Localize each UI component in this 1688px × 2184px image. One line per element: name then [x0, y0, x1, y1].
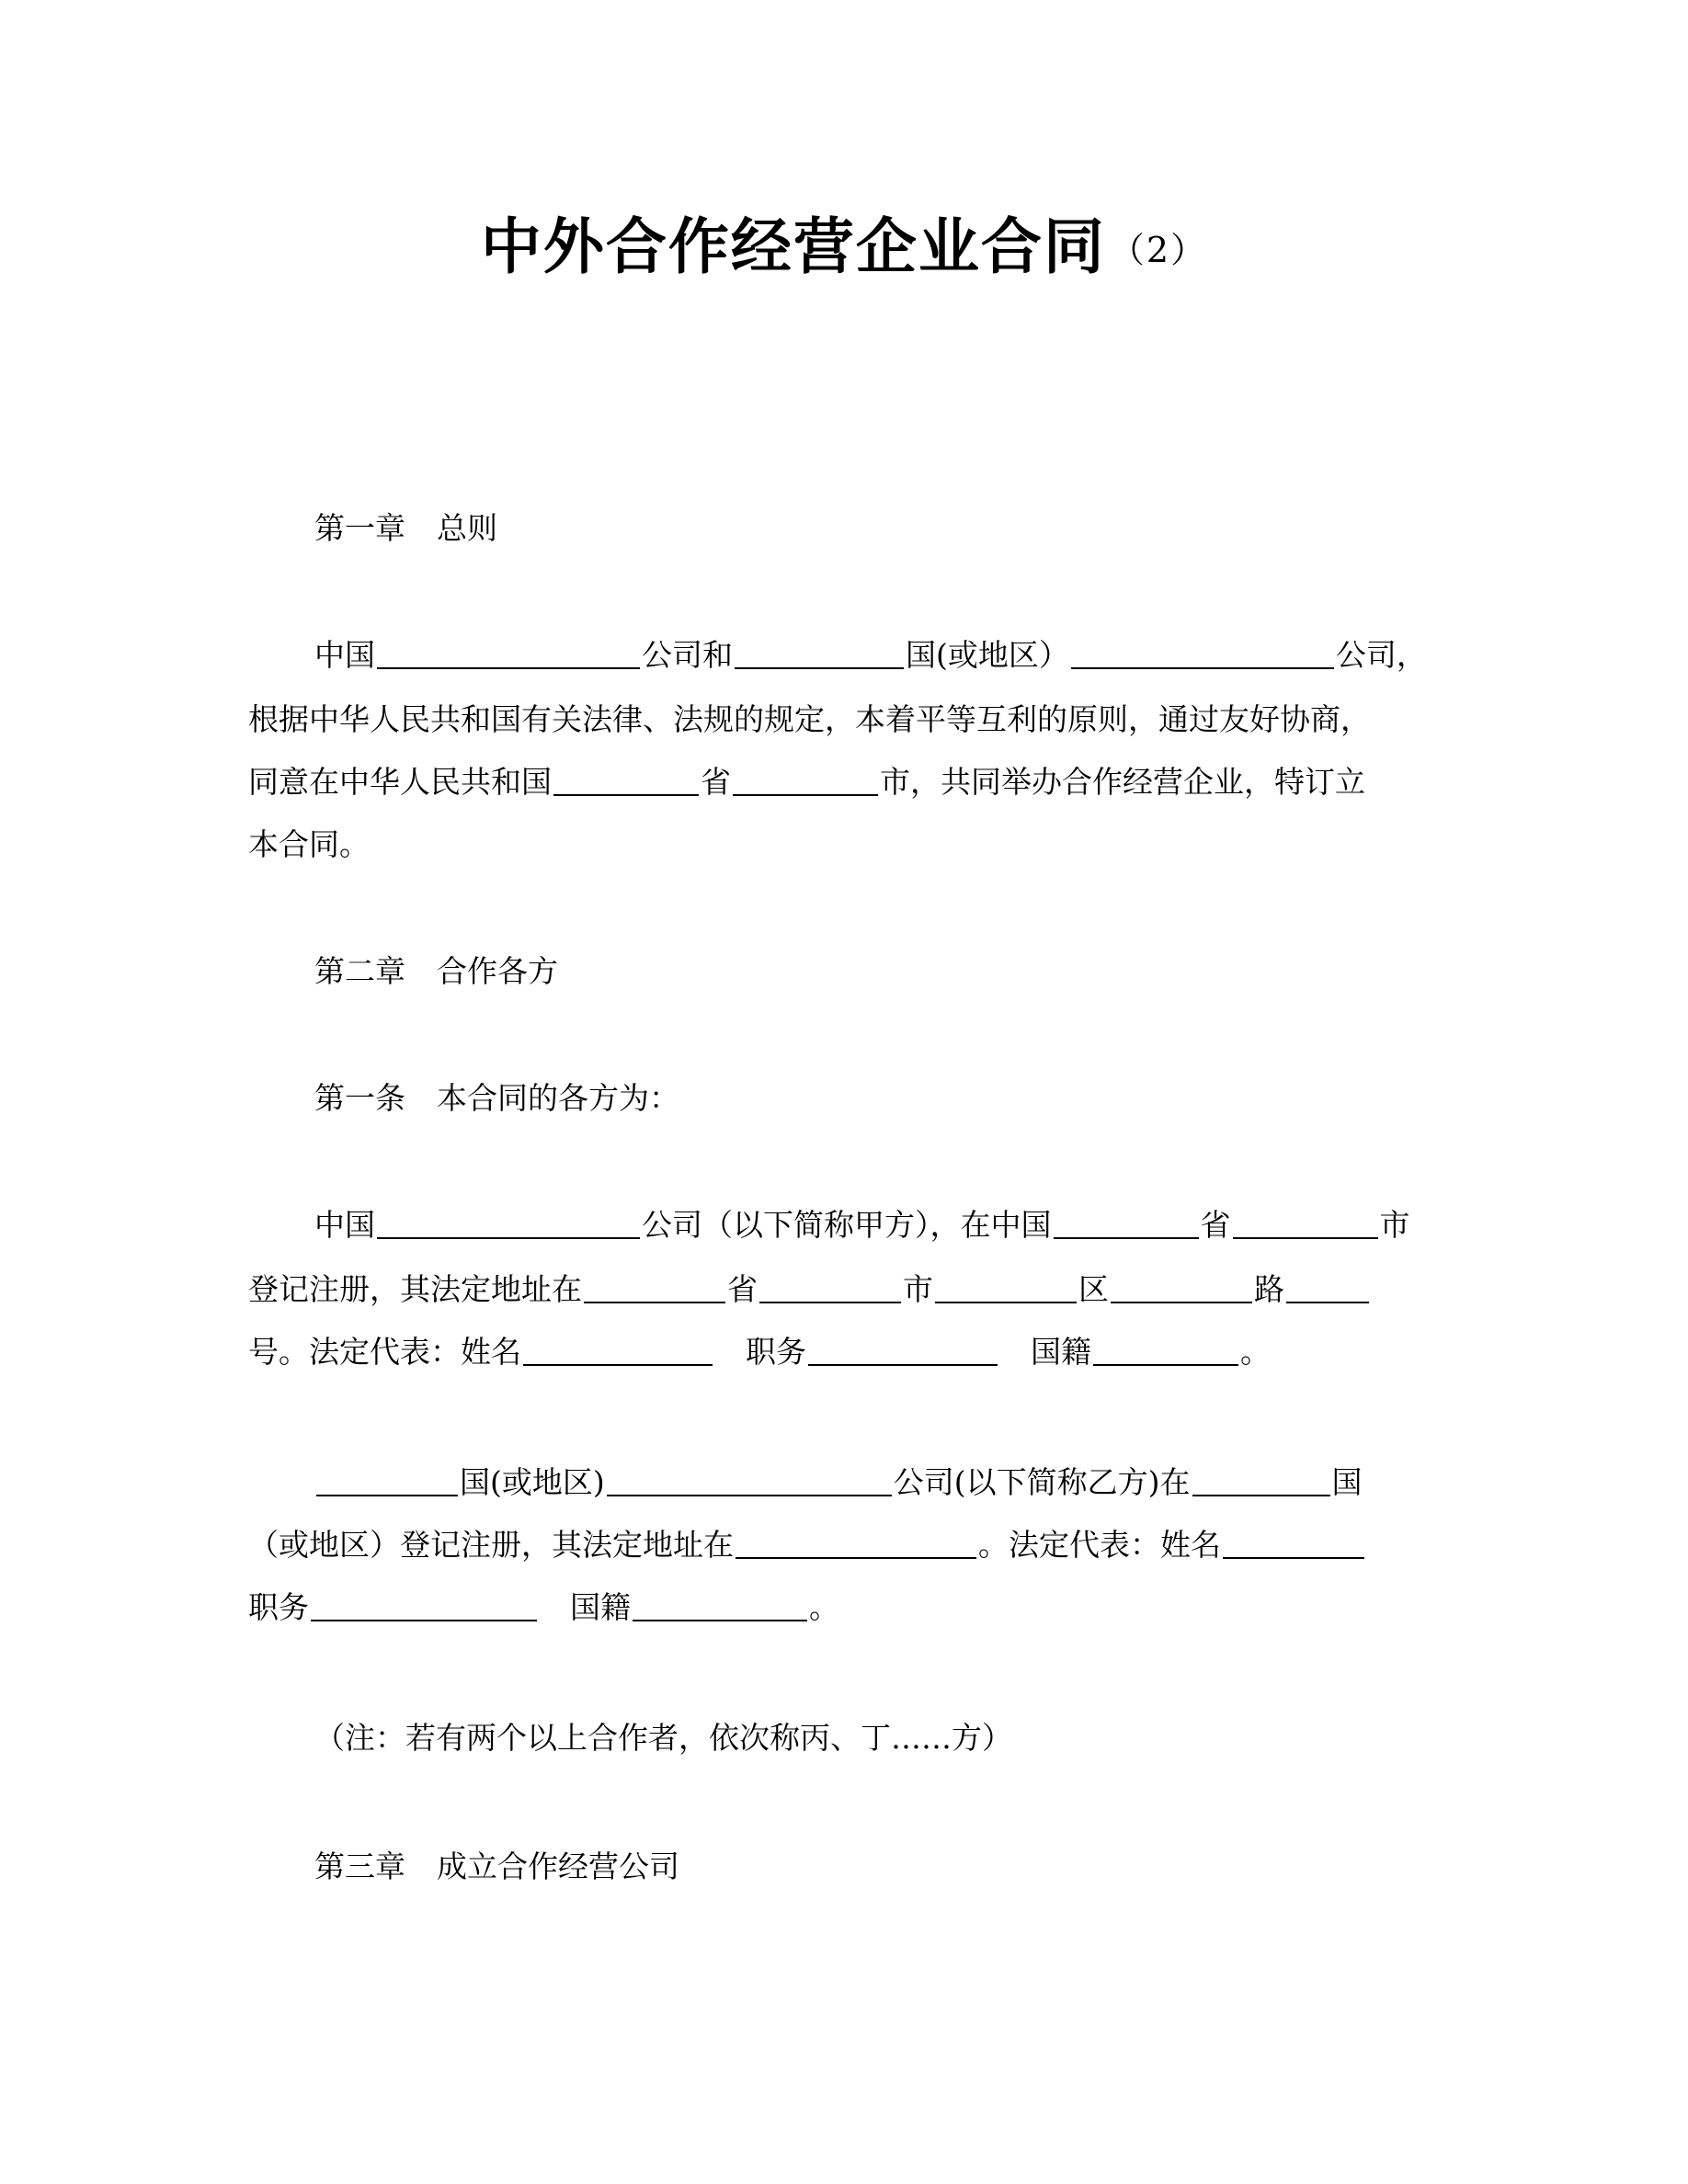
blank-field[interactable] — [759, 1270, 901, 1303]
blank-field[interactable] — [607, 1463, 892, 1496]
blank-field[interactable] — [1054, 1206, 1199, 1239]
blank-field[interactable] — [523, 1333, 713, 1366]
chapter-3-heading: 第三章 成立合作经营公司 — [314, 1848, 679, 1884]
blank-field[interactable] — [1286, 1270, 1369, 1303]
party-b-line-3: 职务 国籍 。 — [248, 1589, 839, 1625]
blank-field[interactable] — [1192, 1463, 1330, 1496]
title-text: 中外合作经营企业合同 — [480, 211, 1106, 282]
blank-field[interactable] — [311, 1588, 537, 1621]
blank-field[interactable] — [735, 636, 904, 669]
party-b-line-1: 国(或地区) 公司(以下简称乙方)在 国 — [314, 1462, 1510, 1504]
party-a-line-3: 号。法定代表：姓名 职务 国籍 。 — [248, 1334, 1271, 1370]
blank-field[interactable] — [553, 763, 699, 796]
blank-field[interactable] — [935, 1270, 1077, 1303]
blank-field[interactable] — [1111, 1270, 1252, 1303]
blank-field[interactable] — [377, 1206, 640, 1239]
article-1: 第一条 本合同的各方为： — [314, 1080, 679, 1116]
p1-line-3: 同意在中华人民共和国 省 市，共同举办合作经营企业，特订立 — [248, 764, 1365, 800]
title-suffix: （2） — [1109, 230, 1208, 270]
blank-field[interactable] — [808, 1333, 998, 1366]
note: （注：若有两个以上合作者，依次称丙、丁……方） — [314, 1720, 1012, 1756]
blank-field[interactable] — [733, 763, 878, 796]
p1-line-4: 本合同。 — [248, 826, 370, 862]
chapter-2-heading: 第二章 合作各方 — [314, 953, 558, 989]
party-a-line-2: 登记注册，其法定地址在 省 市 区 路 — [248, 1268, 1443, 1311]
blank-field[interactable] — [1223, 1526, 1364, 1559]
blank-field[interactable] — [1071, 636, 1334, 669]
blank-field[interactable] — [584, 1270, 725, 1303]
blank-field[interactable] — [1233, 1206, 1378, 1239]
party-a-line-1: 中国 公司（以下简称甲方），在中国 省 市 — [314, 1207, 1410, 1243]
chapter-1-heading: 第一章 总则 — [314, 510, 497, 546]
document-title — [0, 198, 1688, 285]
party-b-line-2: （或地区）登记注册，其法定地址在 。法定代表：姓名 — [248, 1524, 1443, 1566]
blank-field[interactable] — [633, 1588, 807, 1621]
blank-field[interactable] — [316, 1463, 458, 1496]
blank-field[interactable] — [736, 1526, 976, 1559]
blank-field[interactable] — [1093, 1333, 1238, 1366]
blank-field[interactable] — [377, 636, 640, 669]
p1-line-1: 中国 公司和 国(或地区） 公司， — [314, 637, 1427, 673]
p1-line-2: 根据中华人民共和国有关法律、法规的规定，本着平等互利的原则，通过友好协商， — [248, 701, 1371, 737]
